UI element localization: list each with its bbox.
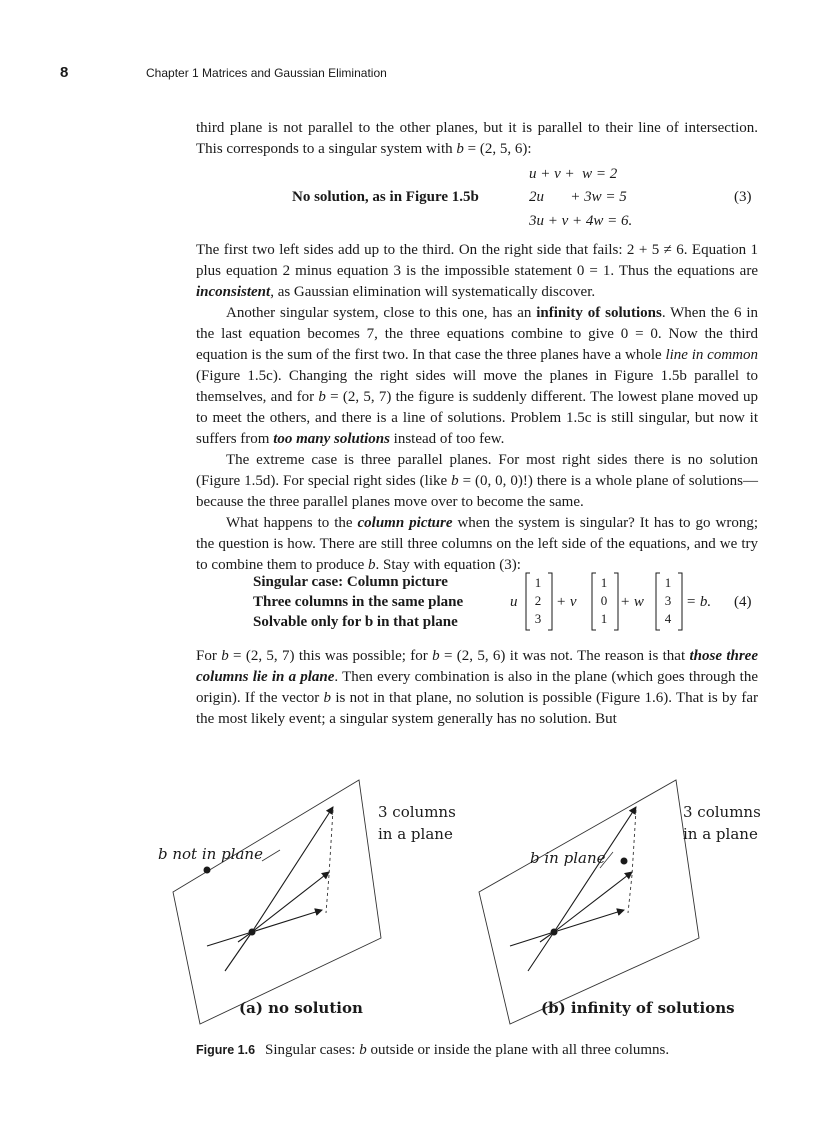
caption-text: Singular cases: xyxy=(265,1042,360,1058)
var-b: b xyxy=(451,473,459,489)
text-run: instead of too few. xyxy=(389,431,505,447)
text-run: . Stay with equation (3): xyxy=(375,557,521,573)
var-b: b xyxy=(318,389,326,405)
plane-a xyxy=(173,780,381,1024)
col1-entry: 1 xyxy=(534,575,542,590)
equation-number-4: (4) xyxy=(734,594,752,610)
colpic-label-2: Three columns in the same plane xyxy=(253,594,464,610)
col2-entry: 1 xyxy=(600,611,608,626)
emph-column-picture: column picture xyxy=(357,515,453,531)
dashed-guide xyxy=(329,810,333,875)
emph-inconsistent: inconsistent xyxy=(196,284,271,300)
label-line: in a plane xyxy=(683,825,758,843)
equation-number-3: (3) xyxy=(734,189,752,205)
paragraph-column-picture xyxy=(196,513,758,576)
emph-line-in-common: line in common xyxy=(665,347,759,363)
text-run: . When the 6 in the last equation becomes 7, the three equations combine to give 0 = 0. Now the third equation is the sum of the first two. In that case the three planes have a whole xyxy=(196,305,758,363)
column-arrow-1 xyxy=(252,807,333,932)
emph-infinity: infinity of solutions xyxy=(536,305,662,321)
paragraph-parallel xyxy=(196,450,758,513)
emph-too-many: too many solutions xyxy=(273,431,390,447)
text-run: What happens to the xyxy=(226,515,358,531)
column-3 xyxy=(660,574,676,628)
intro-line-1: third plane is not parallel to the other planes, but it is parallel to their line of intersection. xyxy=(196,120,758,136)
panel-a-diagram xyxy=(173,780,381,1024)
page-number: 8 xyxy=(60,64,69,81)
panel-b-columns-label xyxy=(683,801,761,845)
text-run: , as Gaussian elimination will systematically discover. xyxy=(270,284,596,300)
column-arrow-3 xyxy=(554,910,624,932)
text-run: = (0, 0, 0)!) there is a whole plane of solutions—because the three parallel planes move over to become the same. xyxy=(196,473,758,510)
column-picture-labels xyxy=(253,572,463,632)
panel-a-columns-label xyxy=(378,801,456,845)
origin-dot xyxy=(551,929,558,936)
column-1 xyxy=(530,574,546,628)
caption-text: outside or inside the plane with all three columns. xyxy=(366,1042,670,1058)
var-b: b xyxy=(359,1042,367,1058)
column-arrow-2 xyxy=(554,872,632,932)
origin-dot xyxy=(249,929,256,936)
paragraph-infinity xyxy=(196,303,758,450)
equation-row-2: 2u + 3w = 5 xyxy=(529,189,627,205)
label-pointer xyxy=(262,850,280,861)
dashed-guide xyxy=(632,810,636,875)
var-b: b xyxy=(323,690,332,706)
paragraph-columns-plane xyxy=(196,646,758,730)
equals-b: = b. xyxy=(686,594,712,610)
figure-number: Figure 1.6 xyxy=(196,1043,256,1057)
body-text-block xyxy=(196,240,758,576)
label-line: in a plane xyxy=(378,825,453,843)
point-b-outside xyxy=(204,867,211,874)
col3-entry: 4 xyxy=(664,611,672,626)
label-line: 3 columns xyxy=(378,803,456,821)
var-b: b xyxy=(456,141,464,157)
text-run: . Then every combination is also in the plane (which goes through the origin). If the vector xyxy=(196,669,758,706)
dashed-guide xyxy=(326,875,329,913)
column-arrow-2 xyxy=(252,872,329,932)
intro-text-end: = (2, 5, 6): xyxy=(463,141,532,157)
text-run: is not in that plane, no solution is possible (Figure 1.6). That is by far the most likely event; a singular system generally has no solution. But xyxy=(196,690,758,727)
text-run: when the system is singular? It has to go wrong; the question is how. There are still three columns on the left side of the equations, and we try to combine them to produce xyxy=(196,515,758,573)
colpic-label-3: Solvable only for b in that plane xyxy=(253,614,458,630)
col3-entry: 1 xyxy=(664,575,672,590)
column-line-back xyxy=(528,932,554,971)
column-line-back xyxy=(510,932,554,946)
text-run: (Figure 1.5c). Changing the right sides will move the planes in Figure 1.5b parallel to themselves, and for xyxy=(196,368,758,405)
panel-b-b-label: b in plane xyxy=(530,849,606,867)
bracket-right-1 xyxy=(548,573,552,630)
text-run: For xyxy=(196,648,222,664)
equation-row-1: u + v + w = 2 xyxy=(529,166,618,182)
column-line-back xyxy=(207,932,252,946)
panel-a-caption: (a) no solution xyxy=(239,999,363,1017)
panel-b-diagram xyxy=(479,780,699,1024)
paragraph-intro xyxy=(196,118,758,160)
panel-b-caption: (b) infinity of solutions xyxy=(541,999,735,1017)
panel-a-b-label: b not in plane xyxy=(158,845,263,863)
plane-b xyxy=(479,780,699,1024)
text-run: Another singular system, close to this one, has an xyxy=(226,305,537,321)
colpic-label-1: Singular case: Column picture xyxy=(253,574,448,590)
col3-entry: 3 xyxy=(664,593,672,608)
plus-w: + w xyxy=(620,594,644,610)
col1-entry: 3 xyxy=(534,611,542,626)
plus-v: + v xyxy=(556,594,577,610)
intro-text: This corresponds to a singular system with xyxy=(196,141,457,157)
column-arrow-3 xyxy=(252,910,322,932)
figure-1-6 xyxy=(0,740,816,1040)
var-b: b xyxy=(368,557,376,573)
text-run: = (2, 5, 7) the figure is suddenly different. The lowest plane moved up to meet the others, and there is a line of solutions. Problem 1.5c is still singular, but now it suffers from xyxy=(196,389,758,447)
col2-entry: 0 xyxy=(600,593,608,608)
emph-columns-in-plane: those three columns lie in a plane xyxy=(196,648,758,685)
column-line-back xyxy=(225,932,252,971)
text-run: The extreme case is three parallel planes. For most right sides there is no solution (Figure 1.5d). For special right sides (like xyxy=(196,452,758,489)
system-label: No solution, as in Figure 1.5b xyxy=(292,189,479,205)
var-b: b xyxy=(221,648,229,664)
dashed-guide xyxy=(628,875,632,913)
var-u: u xyxy=(510,594,518,610)
text-run: The first two left sides add up to the third. On the right side that fails: 2 + 5 ≠ 6. Equation 1 plus equation 2 minus equation 3 is the impossible statement 0 = 1. Thus the equations are xyxy=(196,242,758,279)
column-2 xyxy=(596,574,612,628)
var-b: b xyxy=(432,648,440,664)
col1-entry: 2 xyxy=(534,593,542,608)
figure-caption xyxy=(196,1041,669,1059)
bracket-right-2 xyxy=(614,573,618,630)
col2-entry: 1 xyxy=(600,575,608,590)
equation-row-3: 3u + v + 4w = 6. xyxy=(529,213,633,229)
label-line: 3 columns xyxy=(683,803,761,821)
point-b-inside xyxy=(621,858,628,865)
paragraph-inconsistent xyxy=(196,240,758,303)
column-vectors xyxy=(520,568,710,636)
text-run: = (2, 5, 7) this was possible; for xyxy=(228,648,433,664)
bracket-right-3 xyxy=(678,573,682,630)
text-run: = (2, 5, 6) it was not. The reason is that xyxy=(439,648,690,664)
running-header: Chapter 1 Matrices and Gaussian Elimination xyxy=(146,66,387,80)
